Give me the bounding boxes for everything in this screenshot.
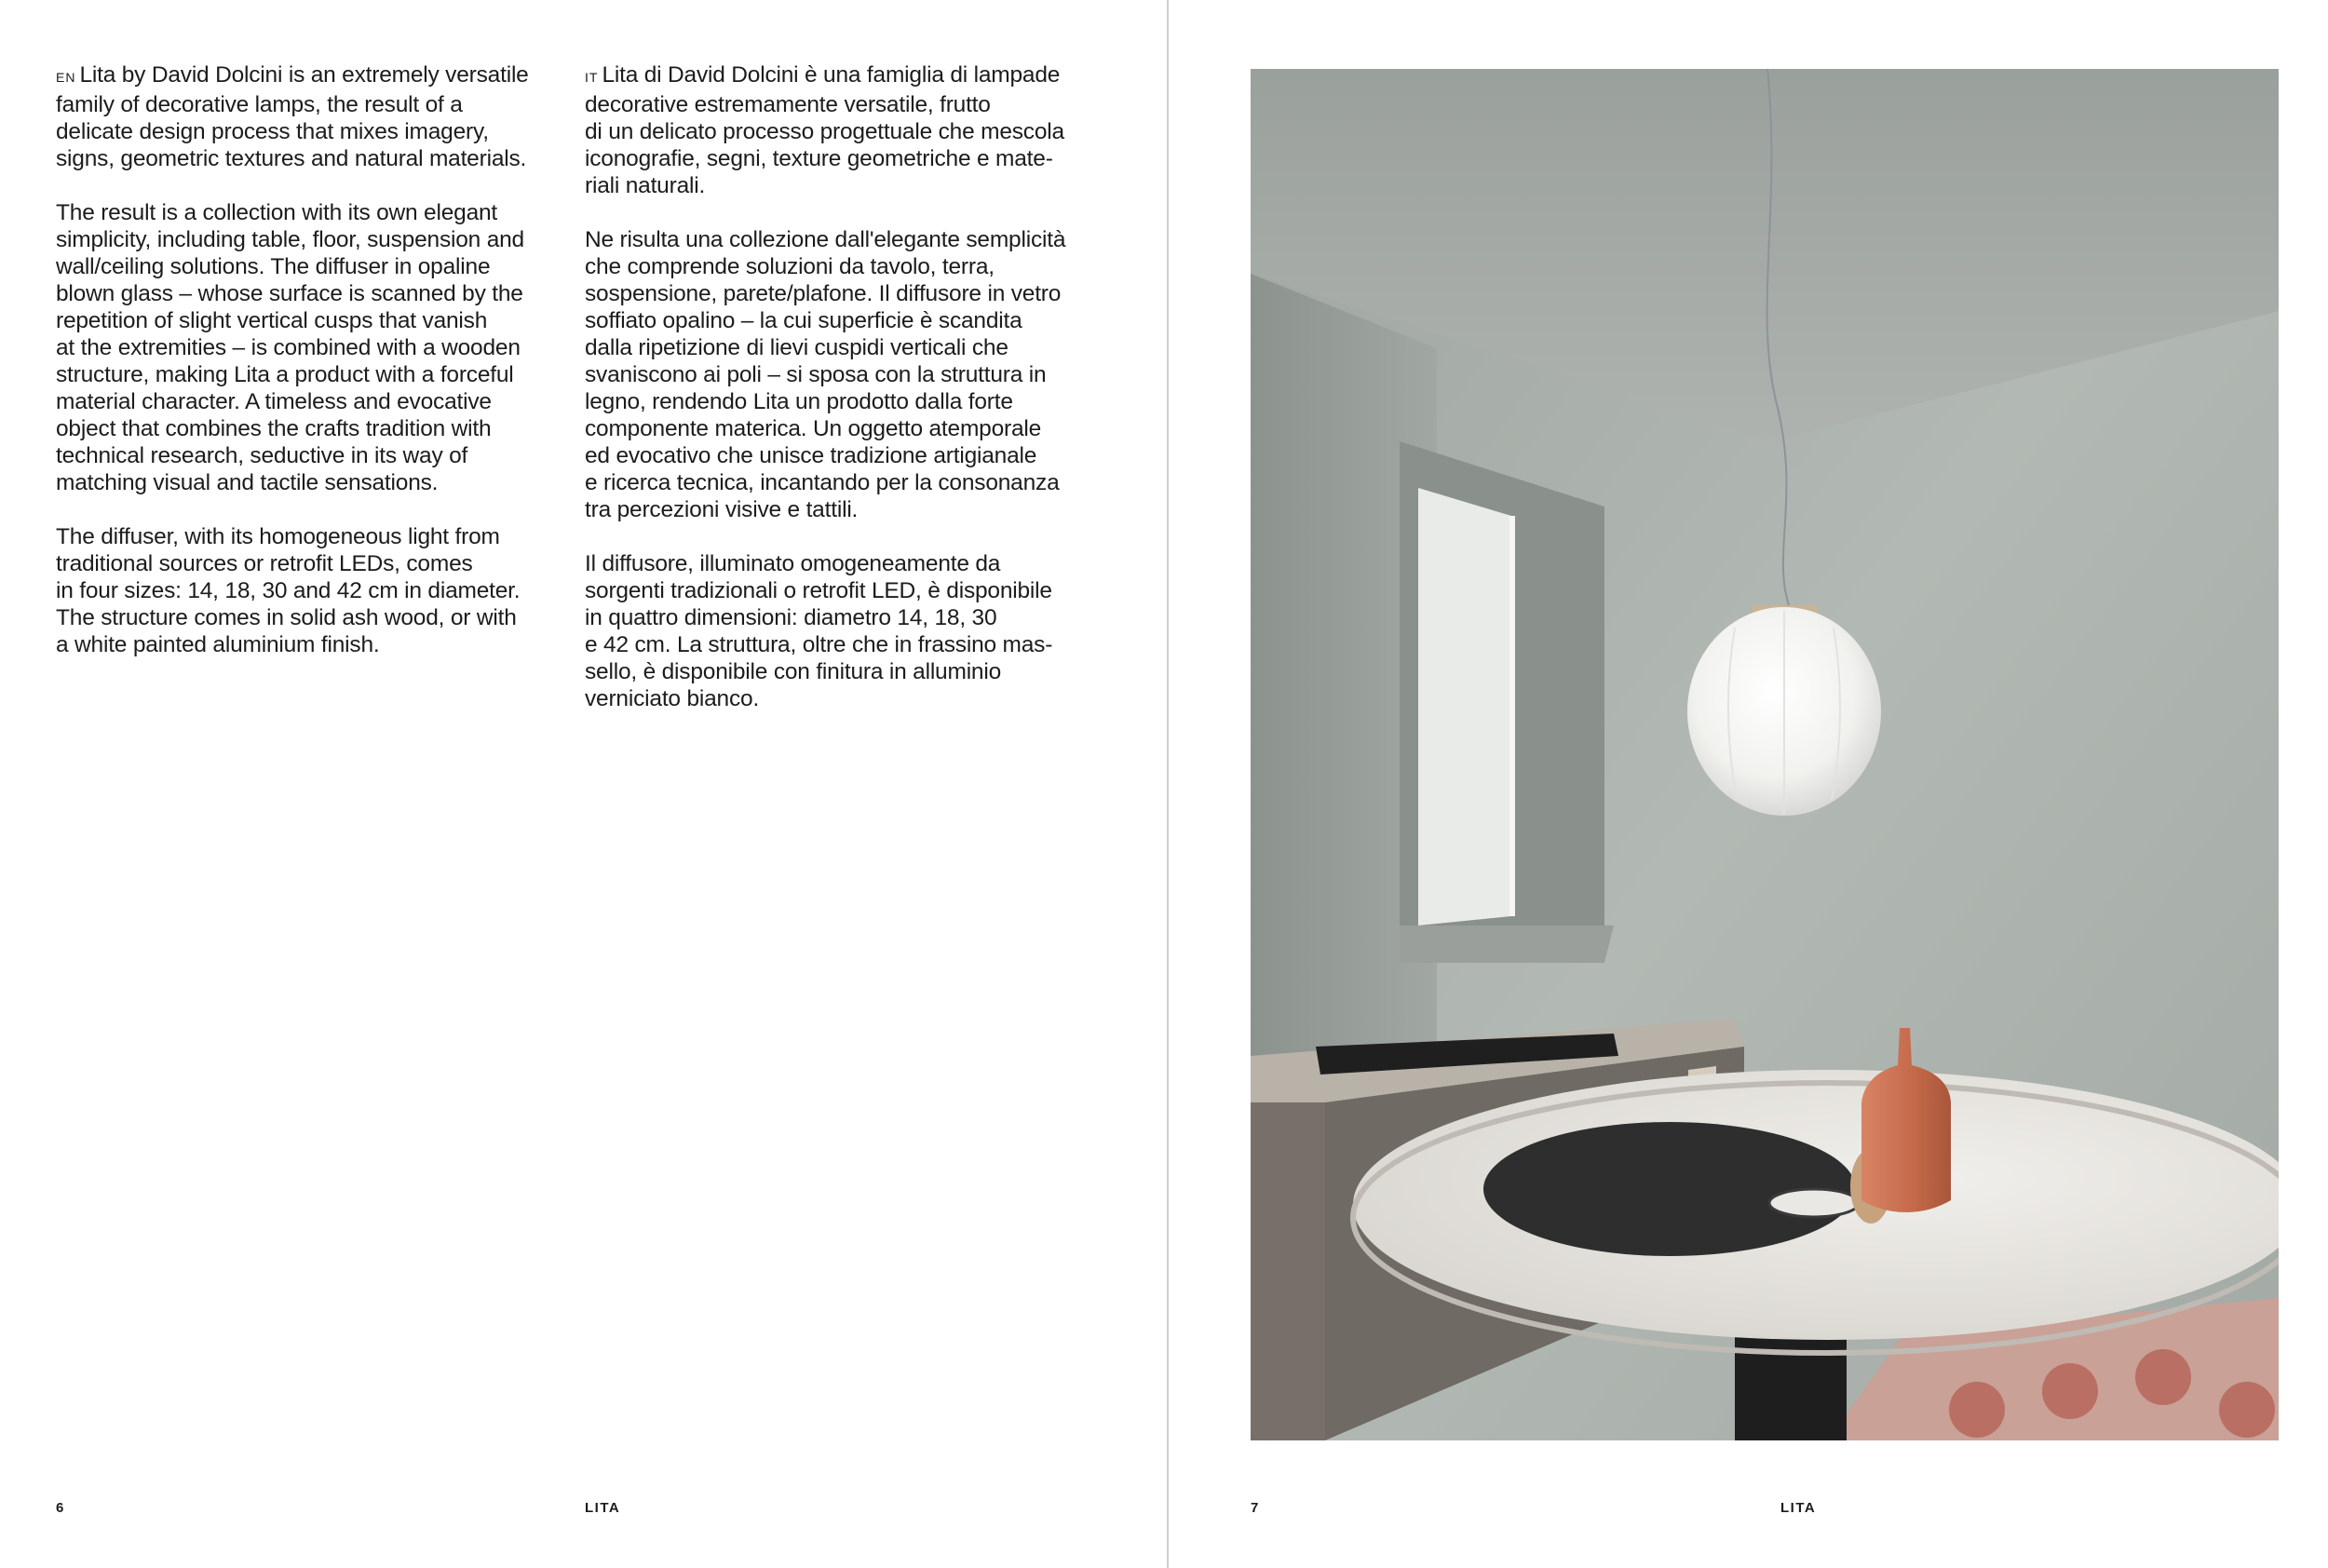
window-sill: [1400, 926, 1614, 963]
en-paragraph-3: The diffuser, with its homogeneous light from traditional sources or retrofit LEDs, comes in four sizes: 14, 18, 30 and 42 cm in diameter. The structure comes in solid ash wood, or with a white painted aluminium finish.: [56, 524, 521, 657]
it-paragraph-3: Il diffusore, illuminato omogeneamente da sorgenti tradizionali o retrofit LED, è disponibile in quattro dimensioni: diametro 14, 18, 30 e 42 cm. La struttura, oltre che in frassino mas- sello, è disponibile con finitura in alluminio verniciato bianco.: [585, 551, 1053, 711]
small-plate: [1769, 1189, 1859, 1217]
en-paragraph-1: [56, 61, 559, 172]
it-paragraph-2: Ne risulta una collezione dall'elegante semplicità che comprende soluzioni da tavolo, terra, sospensione, parete/plafone. Il diffusore in vetro soffiato opalino – la cui superficie è scandita dalla ripetizione di lievi cuspidi verticali che svaniscono ai poli – si sposa con la struttura in legno, rendendo Lita un prodotto dalla forte componente materica. Un oggetto atemporale ed evocativo che unisce tradizione artigianale e ricerca tecnica, incantando per la consonanza tra percezioni visive e tattili.: [585, 227, 1066, 522]
en-paragraph-2: The result is a collection with its own elegant simplicity, including table, floor, suspension and wall/ceiling solutions. The diffuser in opaline blown glass – whose surface is scanned by the repetition of slight vertical cusps that vanish at the extremities – is combined with a wooden structure, making Lita a product with a forceful material character. A timeless and evocative object that combines the crafts tradition with technical research, seductive in its way of matching visual and tactile sensations.: [56, 200, 524, 495]
lang-tag-it: IT: [585, 70, 599, 85]
running-title-right: LITA: [1780, 1500, 1817, 1516]
it-paragraph-1: [585, 61, 1106, 199]
lang-tag-en: EN: [56, 70, 76, 85]
window-glass: [1418, 488, 1511, 926]
english-column: [56, 61, 559, 685]
page-number-right: 7: [1251, 1500, 1260, 1516]
en-paragraph-1-text: Lita by David Dolcini is an extremely versatile family of decorative lamps, the result of a delicate design process that mixes imagery, signs, geometric textures and natural materials.: [56, 62, 529, 171]
counter-side: [1251, 1102, 1325, 1440]
interior-photo: [1251, 69, 2279, 1440]
it-paragraph-1-text: Lita di David Dolcini è una famiglia di lampade decorative estremamente versatile, frutto di un delicato processo progettuale che mescola iconografie, segni, texture geometriche e mate- riali naturali.: [585, 62, 1064, 198]
page-number-left: 6: [56, 1500, 65, 1516]
window-frame: [1509, 516, 1515, 916]
italian-column: [585, 61, 1106, 739]
running-title-left: LITA: [585, 1500, 621, 1516]
